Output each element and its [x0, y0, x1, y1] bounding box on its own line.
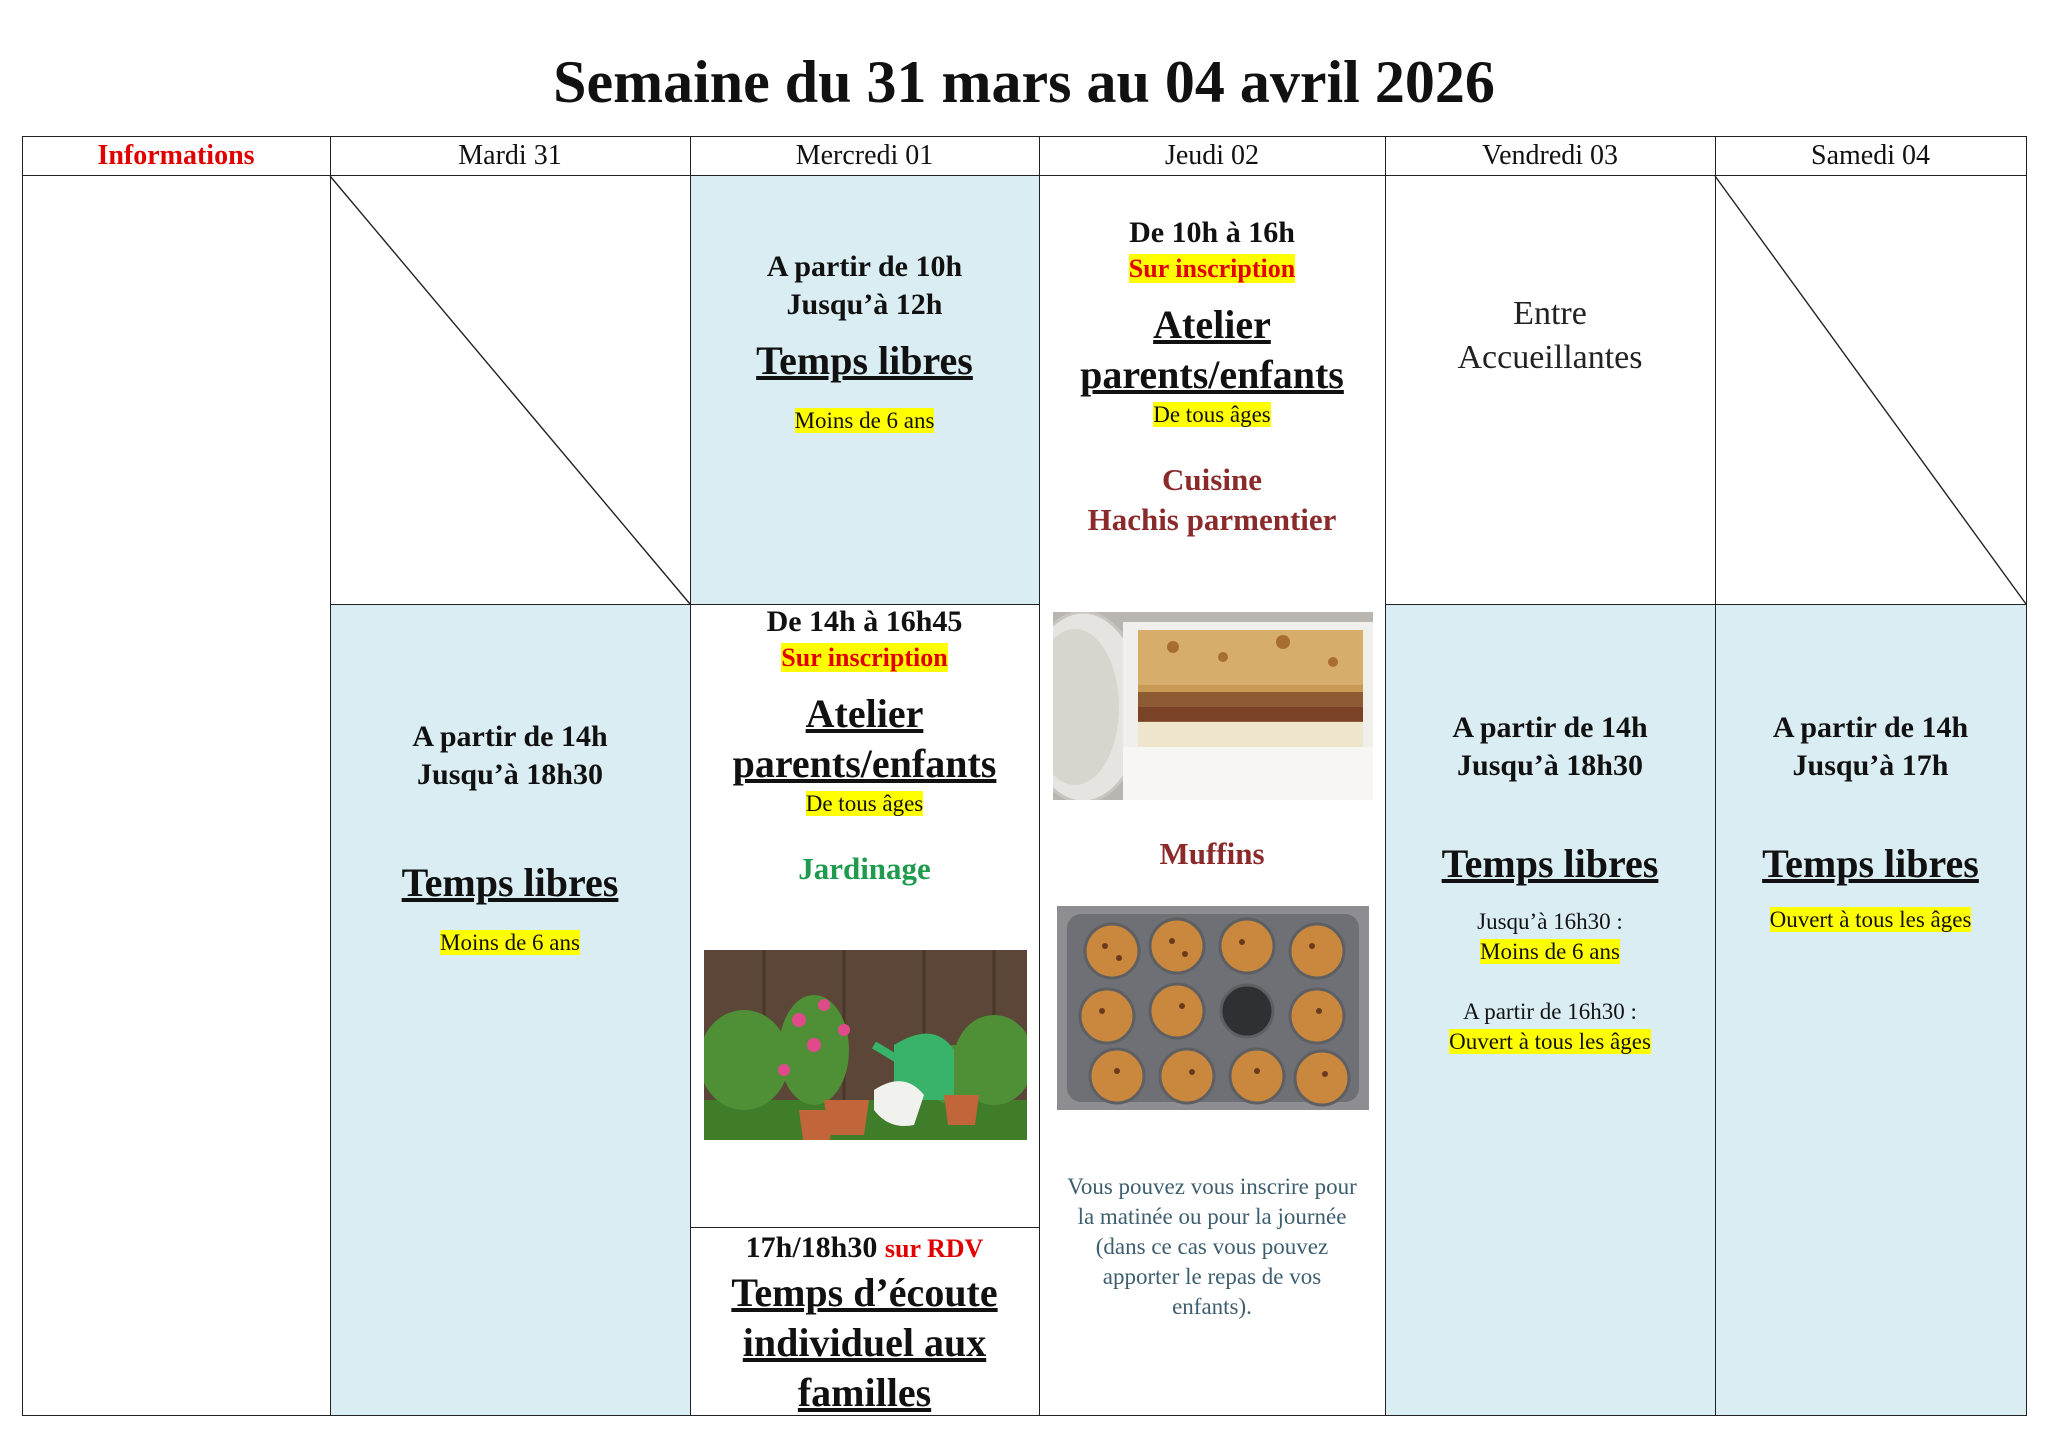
table-left-border — [22, 136, 23, 1416]
activity-title-line2: individuel aux — [742, 1320, 987, 1365]
age-badge-2: Ouvert à tous les âges — [1449, 1029, 1651, 1054]
age-badge: Ouvert à tous les âges — [1769, 907, 1972, 932]
table-right-border — [2026, 136, 2027, 1416]
midday-divider-vendredi-samedi — [1385, 604, 2026, 605]
time-range: De 14h à 16h45 — [766, 605, 963, 638]
time-end: Jusqu’à 12h — [786, 288, 943, 321]
time-start: A partir de 14h — [1452, 711, 1648, 744]
activity-title: Temps libres — [1762, 841, 1979, 886]
muffins-photo — [1057, 906, 1369, 1110]
sub-label-1: Jusqu’à 16h30 : — [1477, 909, 1623, 934]
mardi-morning-empty-diagonal — [330, 176, 690, 604]
mardi-afternoon-block — [330, 718, 690, 958]
samedi-afternoon-block — [1715, 709, 2026, 935]
mercredi-morning-block — [690, 248, 1039, 436]
inscription-badge: Sur inscription — [781, 643, 948, 672]
header-mercredi: Mercredi 01 — [795, 140, 934, 171]
muffins-label: Muffins — [1159, 836, 1265, 871]
header-vendredi: Vendredi 03 — [1481, 140, 1619, 171]
time-end: Jusqu’à 18h30 — [1457, 749, 1643, 782]
time-range: 17h/18h30 — [745, 1231, 878, 1264]
activity-title-line2: parents/enfants — [1080, 352, 1344, 397]
age-badge-1: Moins de 6 ans — [1480, 939, 1620, 964]
activity-title-line1: Temps d’écoute — [731, 1270, 998, 1315]
inscription-badge: Sur inscription — [1128, 254, 1296, 283]
sub-label-2: A partir de 16h30 : — [1463, 999, 1637, 1024]
activity-title-line2: parents/enfants — [732, 741, 997, 786]
activity-title-line3: familles — [797, 1370, 932, 1415]
age-badge: Moins de 6 ans — [794, 408, 935, 433]
age-badge: De tous âges — [805, 791, 924, 816]
time-end: Jusqu’à 18h30 — [417, 758, 603, 791]
vendredi-morning-block — [1385, 292, 1715, 380]
time-start: A partir de 14h — [1772, 711, 1969, 744]
entre-line2: Accueillantes — [1457, 339, 1643, 376]
rdv-label: sur RDV — [884, 1234, 984, 1263]
time-start: A partir de 10h — [766, 250, 963, 283]
header-samedi: Samedi 04 — [1811, 140, 1930, 171]
time-end: Jusqu’à 17h — [1792, 749, 1949, 782]
time-range: De 10h à 16h — [1129, 216, 1295, 249]
header-jeudi: Jeudi 02 — [1164, 140, 1260, 171]
gardening-photo — [704, 950, 1027, 1140]
page-title: Semaine du 31 mars au 04 avril 2026 — [553, 49, 1495, 115]
cuisine-label: Cuisine — [1162, 462, 1262, 497]
activity-title-line1: Atelier — [805, 691, 924, 736]
activity-title: Temps libres — [756, 338, 973, 383]
jeudi-block — [1039, 214, 1385, 540]
age-badge: Moins de 6 ans — [440, 930, 580, 955]
mercredi-evening-block — [690, 1229, 1039, 1418]
samedi-morning-empty-diagonal — [1715, 176, 2026, 604]
evening-divider-mercredi — [690, 1227, 1039, 1228]
activity-title-line1: Atelier — [1153, 302, 1271, 347]
header-mardi: Mardi 31 — [458, 140, 562, 171]
jeudi-info-note: Vous pouvez vous inscrire pour la matinée ou pour la journée (dans ce cas vous pouvez apporter le repas de vos enfants). — [1067, 1174, 1357, 1319]
entre-line1: Entre — [1513, 295, 1587, 332]
jeudi-muffins-label-block — [1039, 834, 1385, 874]
activity-title: Temps libres — [401, 860, 619, 905]
vendredi-afternoon-block — [1385, 709, 1715, 1057]
hachis-parmentier-photo — [1053, 612, 1373, 800]
activity-title: Temps libres — [1441, 841, 1659, 886]
time-start: A partir de 14h — [412, 720, 608, 753]
age-badge: De tous âges — [1153, 402, 1271, 427]
header-informations: Informations — [97, 140, 255, 171]
dish-label: Hachis parmentier — [1087, 502, 1337, 537]
mercredi-afternoon-block — [690, 603, 1039, 889]
theme-label: Jardinage — [798, 851, 931, 886]
